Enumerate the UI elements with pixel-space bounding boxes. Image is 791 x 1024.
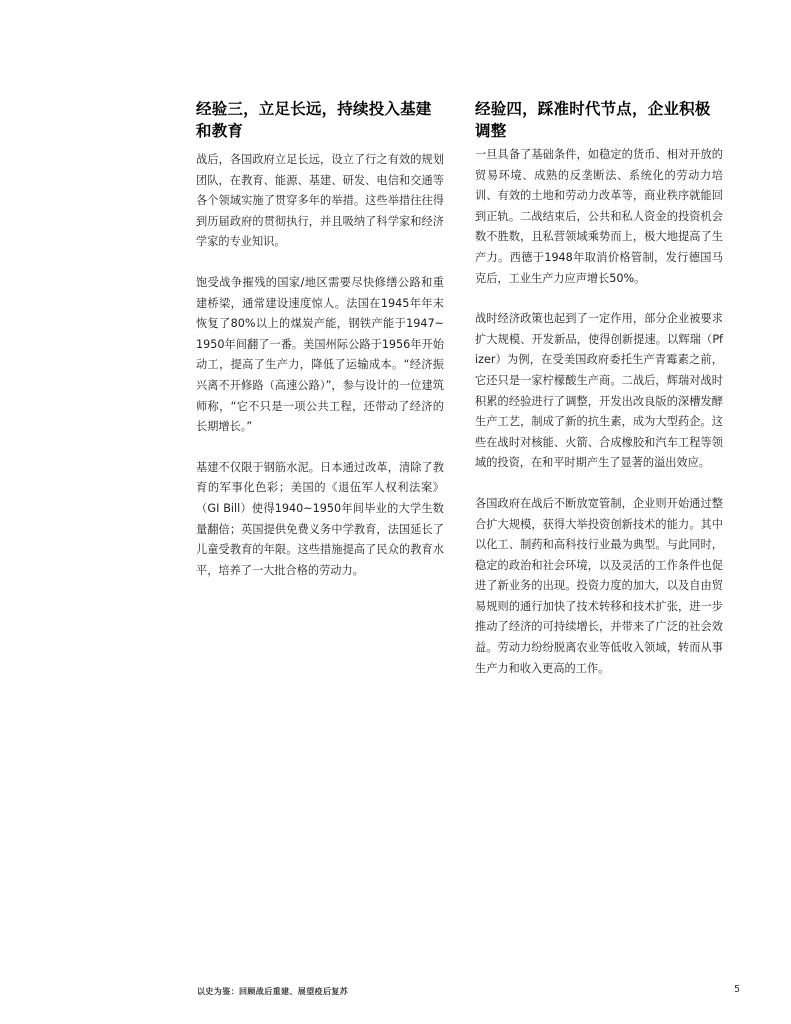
body-paragraph: 一旦具备了基础条件，如稳定的货币、相对开放的贸易环境、成熟的反垄断法、系统化的劳动力培训、有效的土地和劳动力改革等，商业秩序就能回到正轨。二战结束后，公共和私人资金的投资机会数不胜数，且私营领域乘势而上，极大地提高了生产力。西德于1948年取消价格管制，发行德国马克后，工业生产力应声增长50%。: [475, 148, 723, 285]
section-heading-experience-four: 经验四，踩准时代节点，企业积极调整: [475, 100, 711, 140]
body-paragraph: 战时经济政策也起到了一定作用，部分企业被要求扩大规模、开发新品，使得创新提速。以辉瑞（Pfizer）为例，在受美国政府委托生产青霉素之前，它还只是一家柠檬酸生产商。二战后，辉瑞对战时积累的经验进行了调整，开发出改良版的深槽发酵生产工艺，制成了新的抗生素，成为大型药企。这些在战时对核能、火箭、合成橡胶和汽车工程等领域的投资，在和平时期产生了显著的溢出效应。: [475, 312, 723, 470]
left-column: [196, 98, 444, 601]
page-number: 5: [734, 984, 741, 995]
section-heading-experience-three: 经验三，立足长远，持续投入基建和教育: [196, 100, 432, 140]
body-paragraph: 各国政府在战后不断放宽管制，企业则开始通过整合扩大规模，获得大举投资创新技术的能力。其中以化工、制药和高科技行业最为典型。与此同时，稳定的政治和社会环境，以及灵活的工作条件也促进了新业务的出现。投资力度的加大，以及自由贸易规则的通行加快了技术转移和技术扩张，进一步推动了经济的可持续增长，并带来了广泛的社会效益。劳动力纷纷脱离农业等低收入领域，转而从事生产力和收入更高的工作。: [475, 496, 723, 675]
footer-document-title: 以史为鉴：回顾战后重建、展望疫后复苏: [197, 987, 349, 996]
body-paragraph: 饱受战争摧残的国家/地区需要尽快修缮公路和重建桥梁，通常建设速度惊人。法国在1945年年末恢复了80%以上的煤炭产能，钢铁产能于1947~1950年间翻了一番。美国州际公路于1956年开始动工，提高了生产力，降低了运输成本。“经济振兴离不开修路（高速公路）”，参与设计的一位建筑师称，“它不只是一项公共工程，还带动了经济的长期增长。”: [196, 275, 444, 434]
body-paragraph: 战后，各国政府立足长远，设立了行之有效的规划团队，在教育、能源、基建、研发、电信和交通等各个领域实施了贯穿多年的举措。这些举措往往得到历届政府的贯彻执行，并且吸纳了科学家和经济学家的专业知识。: [196, 153, 444, 249]
body-paragraph: 基建不仅限于钢筋水泥。日本通过改革，清除了教育的军事化色彩；美国的《退伍军人权利法案》（GI Bill）使得1940~1950年间毕业的大学生数量翻倍；英国提供免费义务中学教育，法国延长了儿童受教育的年限。这些措施提高了民众的教育水平，培养了一大批合格的劳动力。: [196, 460, 444, 577]
right-column: [475, 98, 723, 699]
